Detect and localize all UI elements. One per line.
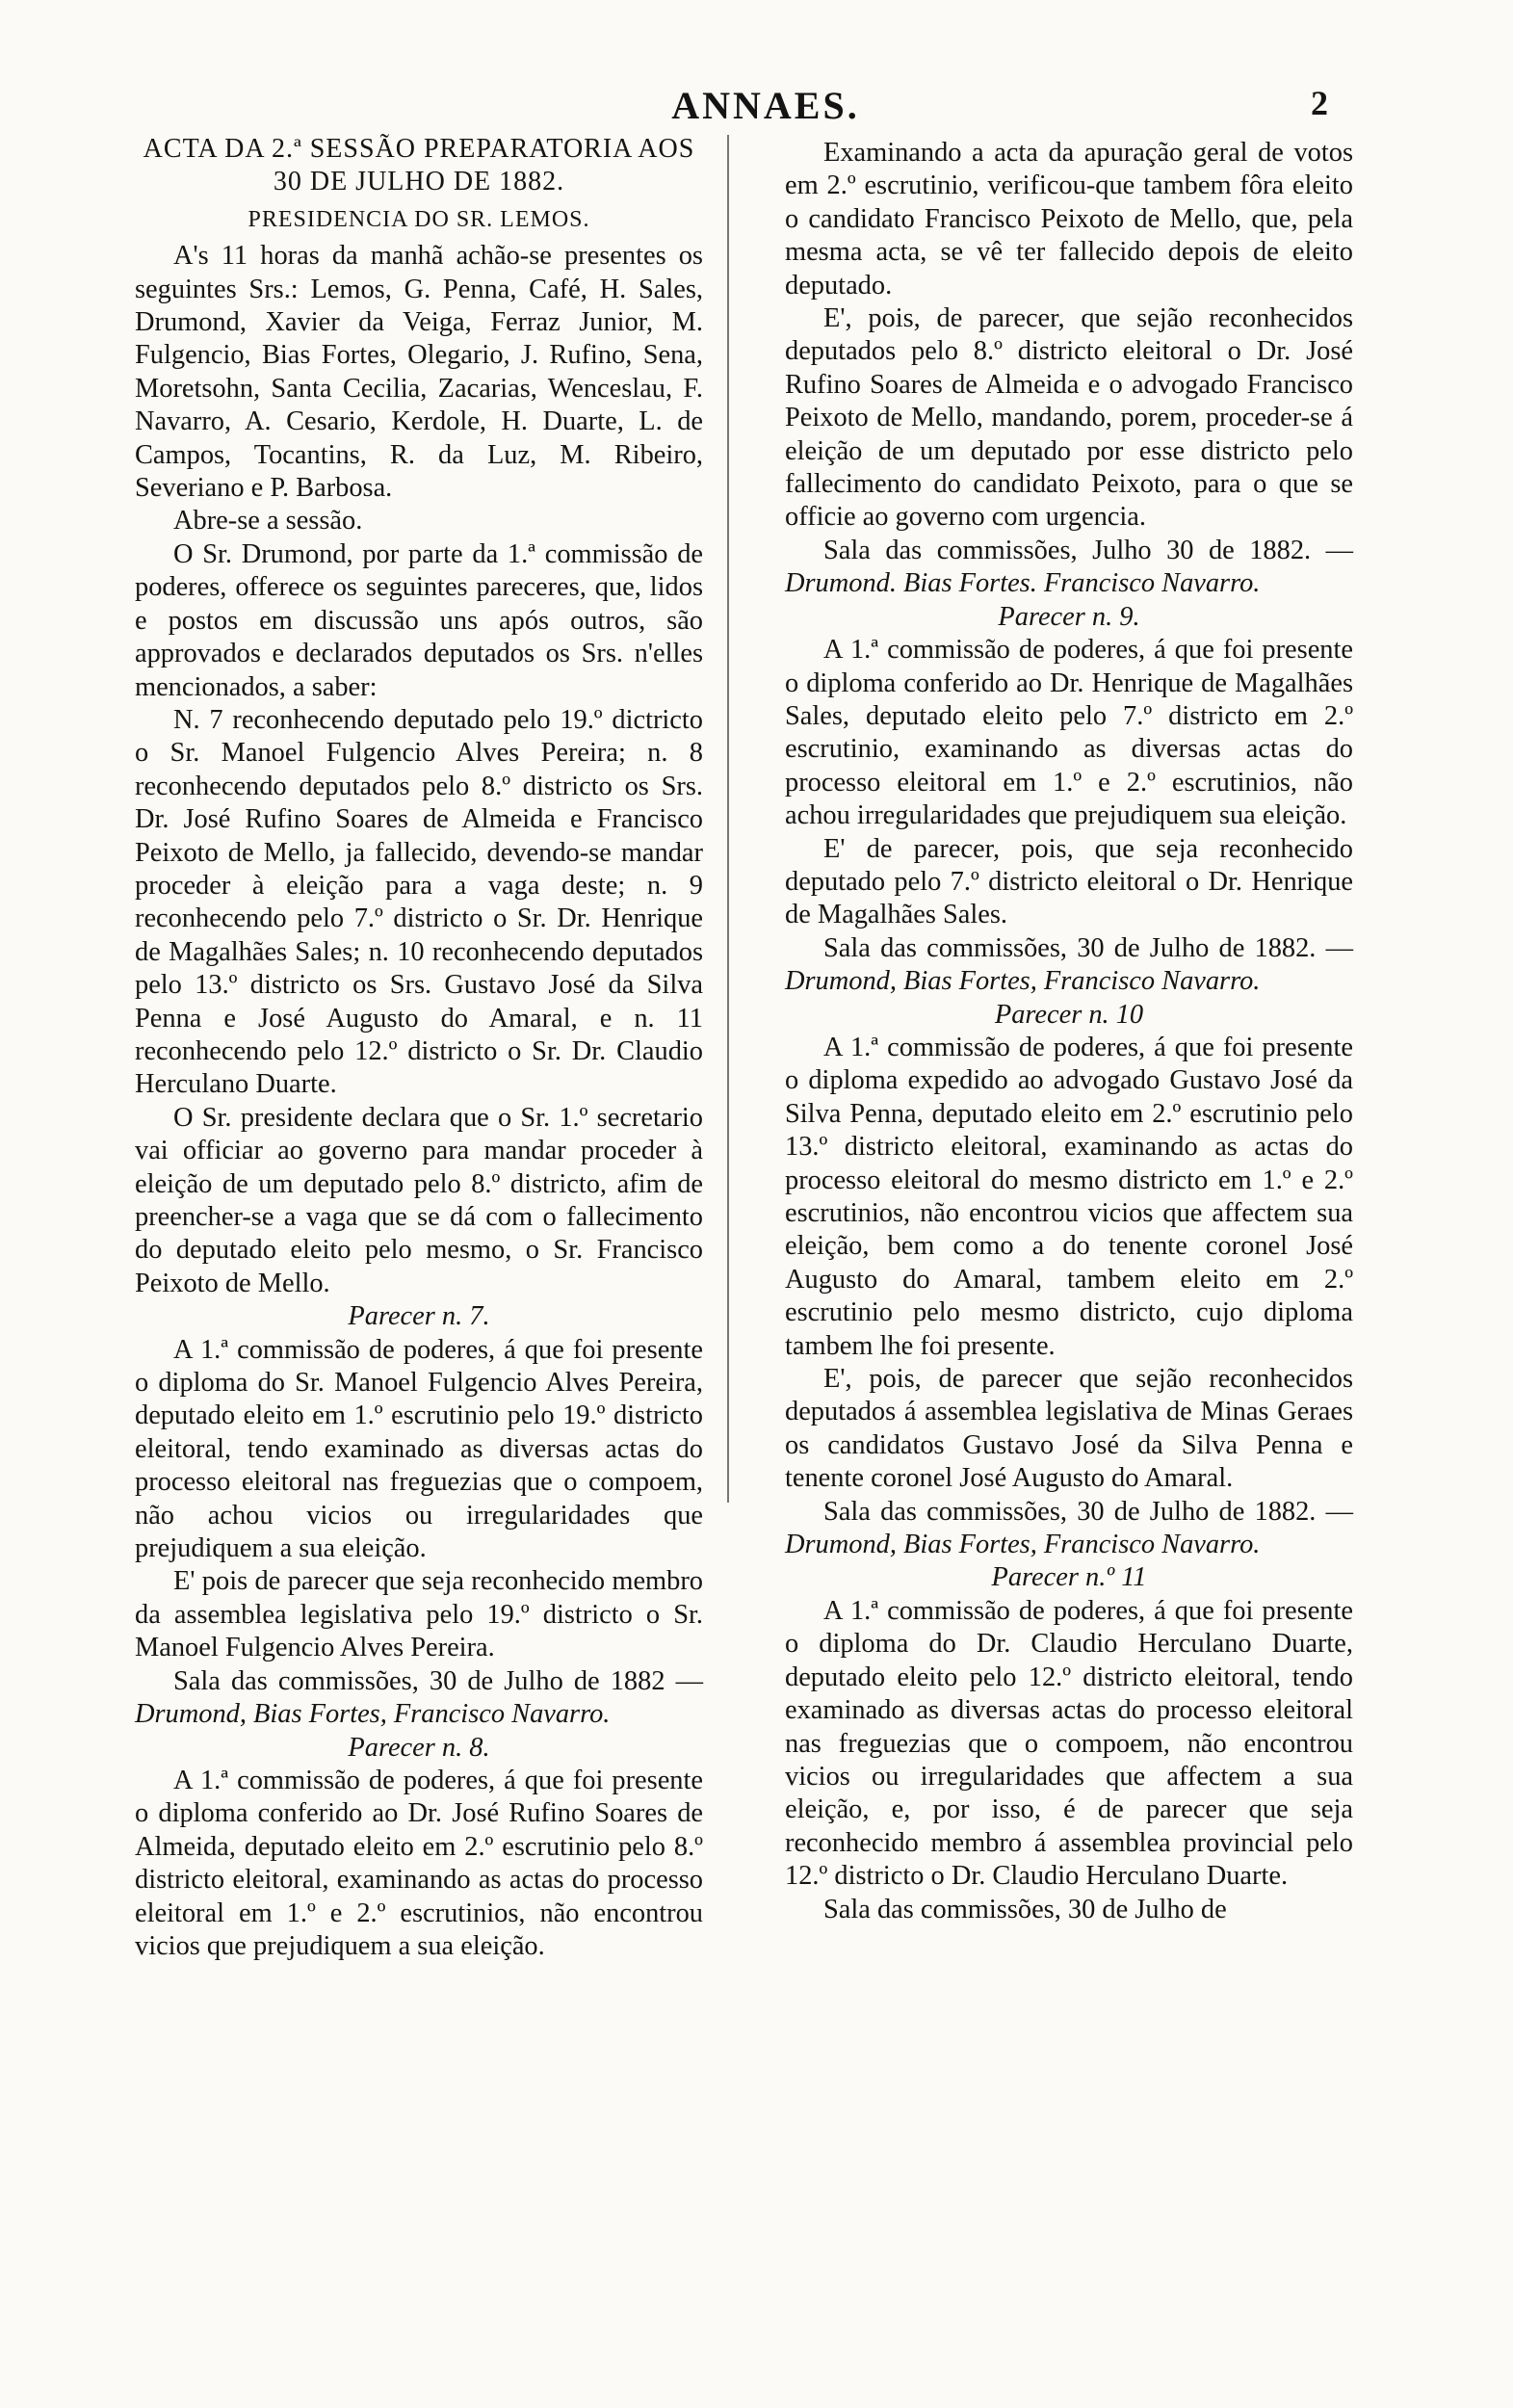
parecer-9-title: Parecer n. 9.	[998, 601, 1140, 632]
page-number: 2	[1311, 84, 1328, 122]
parecer-9-signature	[785, 932, 1353, 999]
signature-place: Sala das commissões, Julho 30 de 1882. —	[823, 535, 1353, 565]
parecer-11-title: Parecer n.º 11	[991, 1562, 1147, 1593]
signature-names: Drumond, Bias Fortes, Francisco Navarro.	[135, 1699, 611, 1730]
parecer-9-body: A 1.ª commissão de poderes, á que foi presente o diploma conferido ao Dr. Henrique de Magalhães Sales, deputado eleito pelo 7.º districto em 2.º escrutinio, examinando as diversas actas do processo eleitoral em 1.º e 2.º escrutinios, não achou irregularidades que prejudiquem sua eleição.	[785, 635, 1353, 831]
presidency-line: PRESIDENCIA DO SR. LEMOS.	[248, 206, 590, 232]
parecer-10-body: A 1.ª commissão de poderes, á que foi presente o diploma expedido ao advogado Gustavo José da Silva Penna, deputado eleito em 2.º escrutinio pelo 13.º districto eleitoral, examinando as actas do processo eleitoral do mesmo districto em 1.º e 2.º escrutinios, não encontrou vicios que affectem sua eleição, bem como a do tenente coronel José Augusto do Amaral, tambem eleito em 2.º escrutinio pelo mesmo districto, cujo diploma tambem lhe foi presente.	[785, 1032, 1353, 1361]
drumond-intro-paragraph: O Sr. Drumond, por parte da 1.ª commissão de poderes, offerece os seguintes pareceres, que, lidos e postos em discussão uns após outros, são approvados e declarados deputados os Srs. n'elles mencionados, a saber:	[135, 538, 703, 702]
signature-names: Drumond. Bias Fortes. Francisco Navarro.	[785, 568, 1261, 599]
left-column	[135, 133, 703, 1963]
session-heading: ACTA DA 2.ª SESSÃO PREPARATORIA AOS 30 DE JULHO DE 1882.	[143, 134, 695, 197]
attendance-paragraph: A's 11 horas da manhã achão-se presentes os seguintes Srs.: Lemos, G. Penna, Café, H. Sales, Drumond, Xavier da Veiga, Ferraz Junior, M. Fulgencio, Bias Fortes, Olegario, J. Rufino, Sena, Moretsohn, Santa Cecilia, Zacarias, Wenceslau, F. Navarro, A. Cesario, Kerdole, H. Duarte, L. de Campos, Tocantins, R. da Luz, M. Ribeiro, Severiano e P. Barbosa.	[135, 241, 703, 504]
signature-place: Sala das commissões, 30 de Julho de 1882 —	[173, 1665, 703, 1696]
parecer-11-body: A 1.ª commissão de poderes, á que foi presente o diploma do Dr. Claudio Herculano Duarte, deputado eleito pelo 12.º districto eleitoral, tendo examinado as diversas actas do processo eleitoral nas freguezias que o compoem, não encontrou vicios ou irregularidades que affectem a sua eleição, e, por isso, é de parecer que seja reconhecido membro á assemblea provincial pelo 12.º districto o Dr. Claudio Herculano Duarte.	[785, 1595, 1353, 1892]
parecer-8-continuation: Examinando a acta da apuração geral de votos em 2.º escrutinio, verificou-que tambem fôra eleito o candidato Francisco Peixoto de Mello, que, pela mesma acta, se vê ter fallecido depois de eleito deputado.	[785, 138, 1353, 301]
parecer-10-title: Parecer n. 10	[994, 999, 1144, 1030]
session-opening: Abre-se a sessão.	[173, 506, 363, 537]
parecer-8-body: A 1.ª commissão de poderes, á que foi presente o diploma conferido ao Dr. José Rufino Soares de Almeida, deputado eleito em 2.º escrutinio pelo 8.º districto eleitoral, examinando as actas do processo eleitoral em 1.º e 2.º escrutinios, não encontrou vicios que prejudiquem a sua eleição.	[135, 1765, 703, 1961]
parecer-10-signature	[785, 1496, 1353, 1562]
parecer-8-opinion: E', pois, de parecer, que sejão reconhecidos deputados pelo 8.º districto eleitoral o Dr. José Rufino Soares de Almeida e o advogado Francisco Peixoto de Mello, mandando, porem, proceder-se á eleição de um deputado por esse districto pelo fallecimento do candidato Peixoto, para o que se officie ao governo com urgencia.	[785, 303, 1353, 533]
parecer-7-opinion: E' pois de parecer que seja reconhecido membro da assemblea legislativa pelo 19.º districto o Sr. Manoel Fulgencio Alves Pereira.	[135, 1566, 703, 1663]
signature-names: Drumond, Bias Fortes, Francisco Navarro.	[785, 966, 1261, 997]
recognitions-paragraph: N. 7 reconhecendo deputado pelo 19.º dictricto o Sr. Manoel Fulgencio Alves Pereira; n. 8 reconhecendo deputados pelo 8.º districto os Srs. Dr. José Rufino Soares de Almeida e Francisco Peixoto de Mello, ja fallecido, devendo-se mandar proceder à eleição para a vaga deste; n. 9 reconhecendo pelo 7.º districto o Sr. Dr. Henrique de Magalhães Sales; n. 10 reconhecendo deputados pelo 13.º districto os Srs. Gustavo José da Silva Penna e José Augusto do Amaral, e n. 11 reconhecendo pelo 12.º districto o Sr. Dr. Claudio Herculano Duarte.	[135, 704, 703, 1100]
parecer-7-body: A 1.ª commissão de poderes, á que foi presente o diploma do Sr. Manoel Fulgencio Alves Pereira, deputado eleito em 1.º escrutinio pelo 19.º districto eleitoral, tendo examinado as diversas actas do processo eleitoral nas freguezias que o compoem, não achou vicios ou irregularidades que prejudiquem a sua eleição.	[135, 1334, 703, 1564]
signature-place: Sala das commissões, 30 de Julho de 1882. —	[823, 932, 1353, 963]
signature-place: Sala das commissões, 30 de Julho de 1882. —	[823, 1496, 1353, 1527]
parecer-7-signature	[135, 1665, 703, 1732]
right-column	[785, 137, 1353, 1926]
signature-names: Drumond, Bias Fortes, Francisco Navarro.	[785, 1530, 1261, 1560]
parecer-10-opinion: E', pois, de parecer que sejão reconhecidos deputados á assemblea legislativa de Minas Geraes os candidatos Gustavo José da Silva Penna e tenente coronel José Augusto do Amaral.	[785, 1364, 1353, 1494]
column-divider	[727, 135, 729, 1503]
parecer-11-signature: Sala das commissões, 30 de Julho de	[823, 1894, 1227, 1924]
parecer-8-title: Parecer n. 8.	[348, 1732, 490, 1763]
parecer-7-title: Parecer n. 7.	[348, 1301, 490, 1332]
running-title: ANNAES.	[671, 84, 860, 127]
president-declaration: O Sr. presidente declara que o Sr. 1.º secretario vai officiar ao governo para mandar proceder à eleição de um deputado pelo 8.º districto, afim de preencher-se a vaga que se dá com o fallecimento do deputado eleito pelo mesmo, o Sr. Francisco Peixoto de Mello.	[135, 1102, 703, 1298]
parecer-8-signature	[785, 535, 1353, 601]
parecer-9-opinion: E' de parecer, pois, que seja reconhecido deputado pelo 7.º districto eleitoral o Dr. Henrique de Magalhães Sales.	[785, 833, 1353, 930]
